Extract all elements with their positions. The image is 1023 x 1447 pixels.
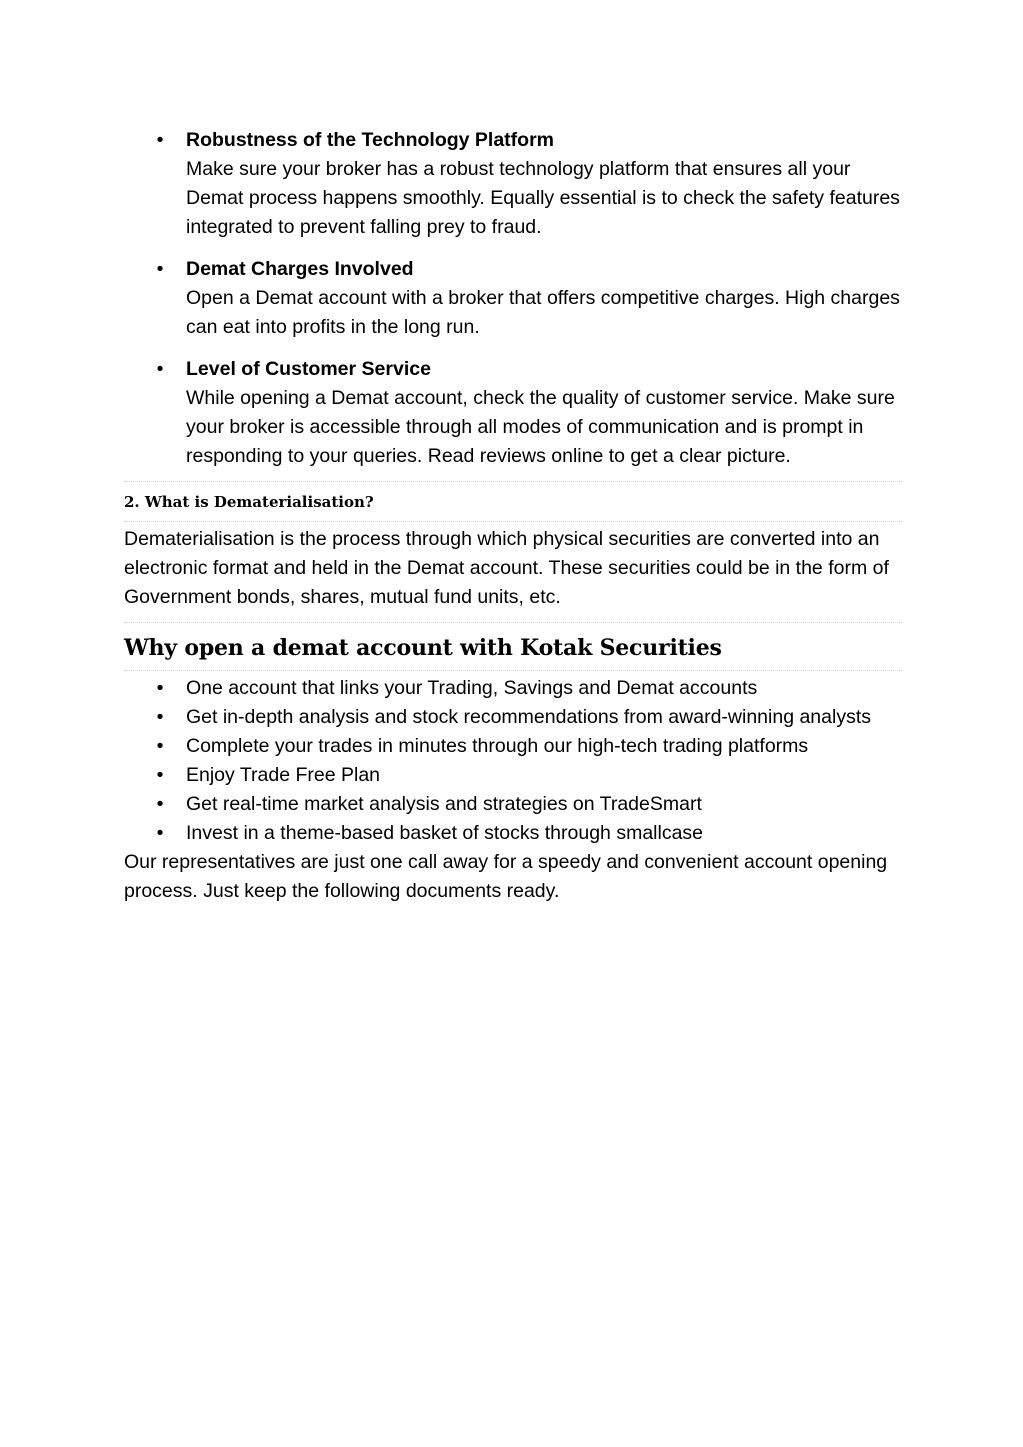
list-item bbox=[124, 732, 902, 761]
benefit-text: Invest in a theme-based basket of stocks through smallcase bbox=[186, 822, 704, 844]
bullet-icon: • bbox=[156, 129, 164, 151]
list-item bbox=[124, 703, 902, 732]
feature-description: Open a Demat account with a broker that offers competitive charges. High charges can eat into profits in the long run. bbox=[186, 287, 900, 338]
section-heading: Why open a demat account with Kotak Securities bbox=[124, 635, 722, 661]
document-page bbox=[124, 126, 902, 906]
bullet-icon: • bbox=[156, 793, 164, 815]
bullet-icon: • bbox=[156, 735, 164, 757]
faq-question: 2. What is Dematerialisation? bbox=[124, 493, 374, 511]
benefit-text: Enjoy Trade Free Plan bbox=[186, 764, 381, 786]
bullet-icon: • bbox=[156, 706, 164, 728]
list-item bbox=[124, 355, 902, 471]
benefit-list bbox=[124, 671, 902, 848]
feature-list bbox=[124, 126, 902, 471]
feature-title: Demat Charges Involved bbox=[186, 258, 414, 280]
list-item bbox=[124, 819, 902, 848]
bullet-icon: • bbox=[156, 358, 164, 380]
list-item bbox=[124, 790, 902, 819]
list-item bbox=[124, 761, 902, 790]
benefit-text: One account that links your Trading, Savings and Demat accounts bbox=[186, 677, 758, 699]
benefit-text: Get real-time market analysis and strategies on TradeSmart bbox=[186, 793, 702, 815]
bullet-icon: • bbox=[156, 677, 164, 699]
bullet-icon: • bbox=[156, 258, 164, 280]
feature-title: Level of Customer Service bbox=[186, 358, 431, 380]
faq-answer: Dematerialisation is the process through which physical securities are converted into an electronic format and held in the Demat account. These securities could be in the form of Government bonds, shares, mutual fund units, etc. bbox=[124, 528, 889, 608]
bullet-icon: • bbox=[156, 822, 164, 844]
bullet-icon: • bbox=[156, 764, 164, 786]
benefit-text: Complete your trades in minutes through our high-tech trading platforms bbox=[186, 735, 809, 757]
benefit-text: Get in-depth analysis and stock recommendations from award-winning analysts bbox=[186, 706, 871, 728]
list-item bbox=[124, 126, 902, 242]
feature-description: While opening a Demat account, check the quality of customer service. Make sure your broker is accessible through all modes of communication and is prompt in responding to your queries. Read reviews online to get a clear picture. bbox=[186, 387, 895, 467]
list-item bbox=[124, 674, 902, 703]
list-item bbox=[124, 255, 902, 342]
closing-paragraph: Our representatives are just one call away for a speedy and convenient account opening process. Just keep the following documents ready. bbox=[124, 851, 888, 902]
feature-description: Make sure your broker has a robust technology platform that ensures all your Demat process happens smoothly. Equally essential is to check the safety features integrated to prevent falling prey to fraud. bbox=[186, 158, 900, 238]
feature-title: Robustness of the Technology Platform bbox=[186, 129, 554, 151]
